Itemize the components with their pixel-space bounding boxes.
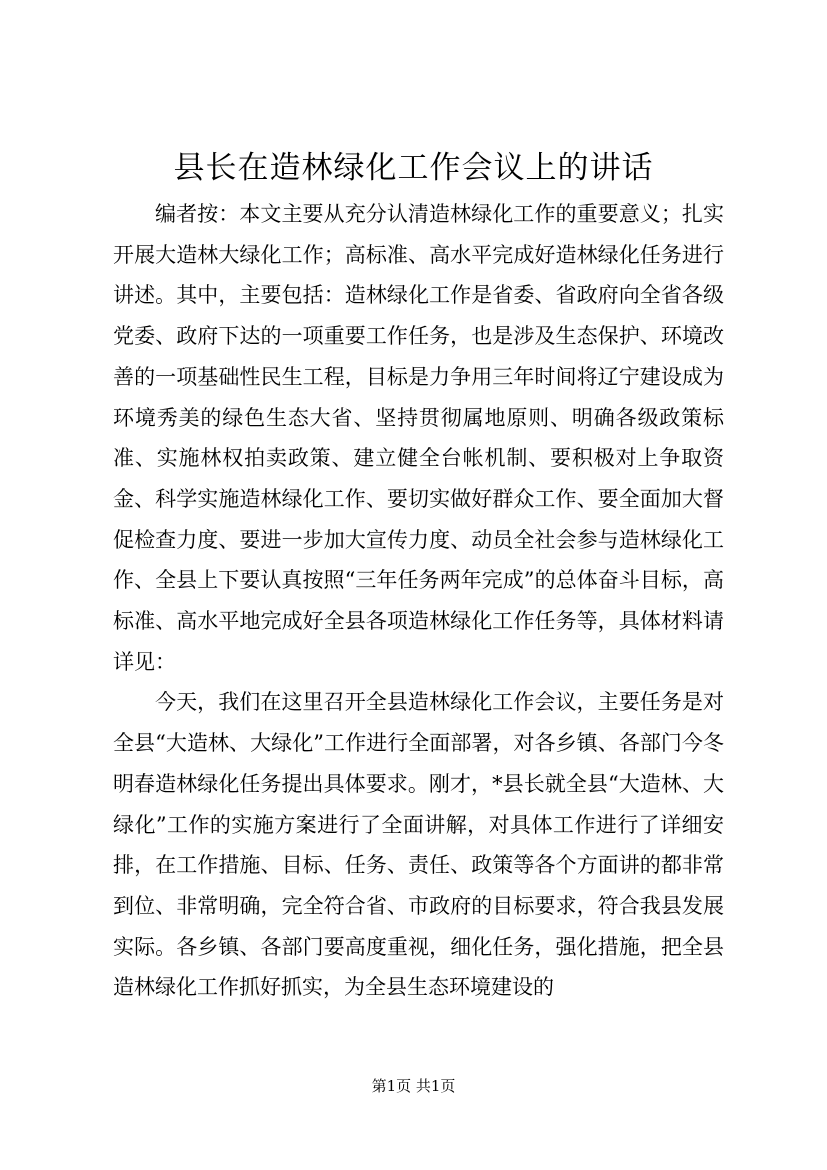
- editor-note-paragraph: 编者按：本文主要从充分认清造林绿化工作的重要意义；扎实开展大造林大绿化工作；高标准、高水平完成好造林绿化任务进行讲述。其中，主要包括：造林绿化工作是省委、省政府向全省各级党委、政府下达的一项重要工作任务，也是涉及生态保护、环境改善的一项基础性民生工程，目标是力争用三年时间将辽宁建设成为环境秀美的绿色生态大省、坚持贯彻属地原则、明确各级政策标准、实施林权拍卖政策、建立健全台帐机制、要积极对上争取资金、科学实施造林绿化工作、要切实做好群众工作、要全面加大督促检查力度、要进一步加大宣传力度、动员全社会参与造林绿化工作、全县上下要认真按照“三年任务两年完成”的总体奋斗目标，高标准、高水平地完成好全县各项造林绿化工作任务等，具体材料请详见：: [113, 202, 724, 674]
- speech-paragraph: 今天，我们在这里召开全县造林绿化工作会议，主要任务是对全县“大造林、大绿化”工作进行全面部署，对各乡镇、各部门今冬明春造林绿化任务提出具体要求。刚才，*县长就全县“大造林、大绿化”工作的实施方案进行了全面讲解，对具体工作进行了详细安排，在工作措施、目标、任务、责任、政策等各个方面讲的都非常到位、非常明确，完全符合省、市政府的目标要求，符合我县发展实际。各乡镇、各部门要高度重视，细化任务，强化措施，把全县造林绿化工作抓好抓实，为全县生态环境建设的: [113, 690, 724, 1000]
- document-body: [113, 194, 724, 1008]
- page-number-footer: 第1页 共1页: [371, 1077, 456, 1095]
- document-title: 县长在造林绿化工作会议上的讲话: [173, 150, 654, 186]
